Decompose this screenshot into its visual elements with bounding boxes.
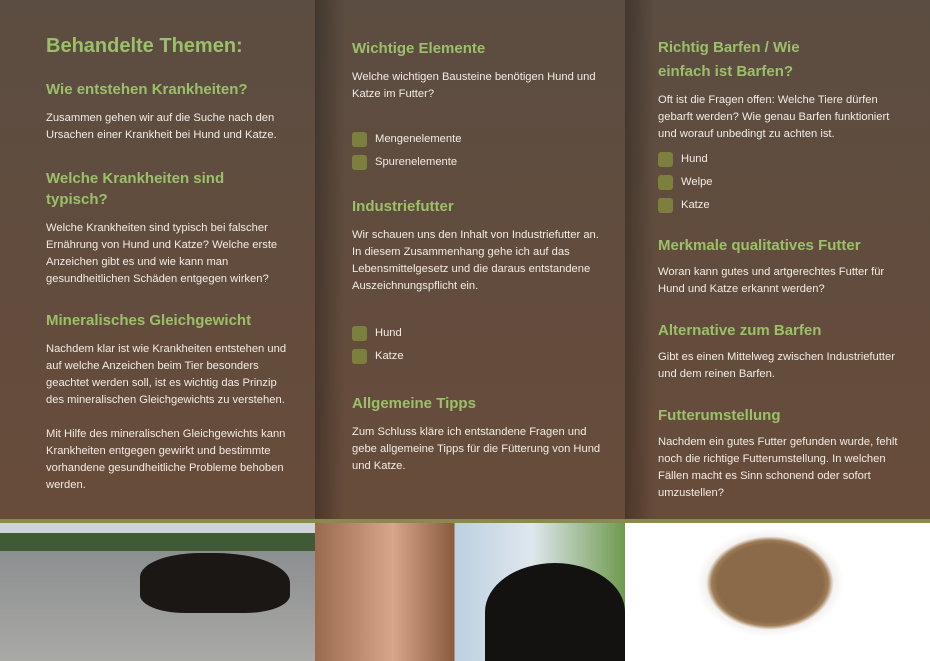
page-title: Behandelte Themen: (46, 35, 243, 57)
dog-shape (140, 553, 290, 613)
column-topics (0, 0, 315, 519)
item-label: Katze (375, 350, 404, 362)
section-text: Nachdem klar ist wie Krankheiten entstehen und auf welche Anzeichen beim Tier besonders geachtet werden soll, ist es wichtig das Prinzip des mineralischen Gleichgewichts zu verstehen. (46, 343, 287, 406)
checkbox-icon (658, 152, 673, 167)
checklist (658, 148, 930, 217)
column-barf (625, 0, 930, 519)
bowl-shape (695, 528, 845, 638)
section-text: Wir schauen uns den Inhalt von Industriefutter an. In diesem Zusammenhang gehe ich auf das Lebensmittelgesetz und die daraus entstandene Auszeichnungspflicht ein. (352, 229, 599, 292)
column-elements (315, 0, 625, 519)
section-text: Welche Krankheiten sind typisch bei falscher Ernährung von Hund und Katze? Welche erste Anzeichen gibt es und wie kann man gesundheitlichen Schäden entgegen wirken? (46, 222, 278, 285)
section-text: Gibt es einen Mittelweg zwischen Industriefutter und dem reinen Barfen. (658, 351, 895, 380)
section-heading: Alternative zum Barfen (658, 322, 822, 339)
checklist (352, 322, 625, 368)
checklist (352, 128, 625, 174)
checklist-item (352, 322, 625, 345)
item-label: Hund (375, 327, 402, 339)
checklist-item (352, 128, 625, 151)
section-heading: Welche Krankheiten sind typisch? (46, 170, 225, 208)
section-heading: Richtig Barfen / Wie einfach ist Barfen? (658, 39, 800, 80)
section-text: Welche wichtigen Bausteine benötigen Hund und Katze im Futter? (352, 71, 596, 100)
checkbox-icon (352, 132, 367, 147)
section-text: Zum Schluss kläre ich entstandene Fragen und gebe allgemeine Tipps für die Fütterung von Hund und Katze. (352, 426, 601, 472)
photo-food-bowl (625, 523, 930, 661)
section-heading: Futterumstellung (658, 407, 781, 424)
section-text: Mit Hilfe des mineralischen Gleichgewichts kann Krankheiten entgegen gewirkt und bestimmte vorhandene gesundheitliche Probleme behoben werden. (46, 428, 286, 491)
item-label: Mengenelemente (375, 133, 462, 145)
checkbox-icon (352, 326, 367, 341)
checklist-item (352, 151, 625, 174)
item-label: Katze (681, 199, 710, 211)
section-text: Zusammen gehen wir auf die Suche nach den Ursachen einer Krankheit bei Hund und Katze. (46, 112, 277, 141)
item-label: Hund (681, 153, 708, 165)
section-heading: Allgemeine Tipps (352, 395, 476, 412)
section-heading: Industriefutter (352, 198, 454, 215)
checkbox-icon (352, 155, 367, 170)
photo-woman-with-dog (315, 523, 625, 661)
section-text: Woran kann gutes und artgerechtes Futter für Hund und Katze erkannt werden? (658, 266, 885, 295)
section-text: Oft ist die Fragen offen: Welche Tiere dürfen gebarft werden? Wie genau Barfen funktioniert und worauf unbedingt zu achten ist. (658, 94, 890, 140)
checkbox-icon (658, 198, 673, 213)
checklist-item (658, 148, 930, 171)
dog-shape (485, 563, 625, 661)
item-label: Welpe (681, 176, 713, 188)
section-text: Nachdem ein gutes Futter gefunden wurde, fehlt noch die richtige Futterumstellung. In welchen Fällen macht es Sinn schonend oder sofort umzustellen? (658, 436, 898, 499)
section-heading: Wichtige Elemente (352, 40, 486, 57)
checklist-item (658, 194, 930, 217)
section-heading: Wie entstehen Krankheiten? (46, 81, 248, 98)
checkbox-icon (658, 175, 673, 190)
section-heading: Merkmale qualitatives Futter (658, 237, 861, 254)
section-heading: Mineralisches Gleichgewicht (46, 312, 252, 329)
checklist-item (658, 171, 930, 194)
item-label: Spurenelemente (375, 156, 458, 168)
photo-dog-in-lake (0, 523, 315, 661)
checkbox-icon (352, 349, 367, 364)
checklist-item (352, 345, 625, 368)
